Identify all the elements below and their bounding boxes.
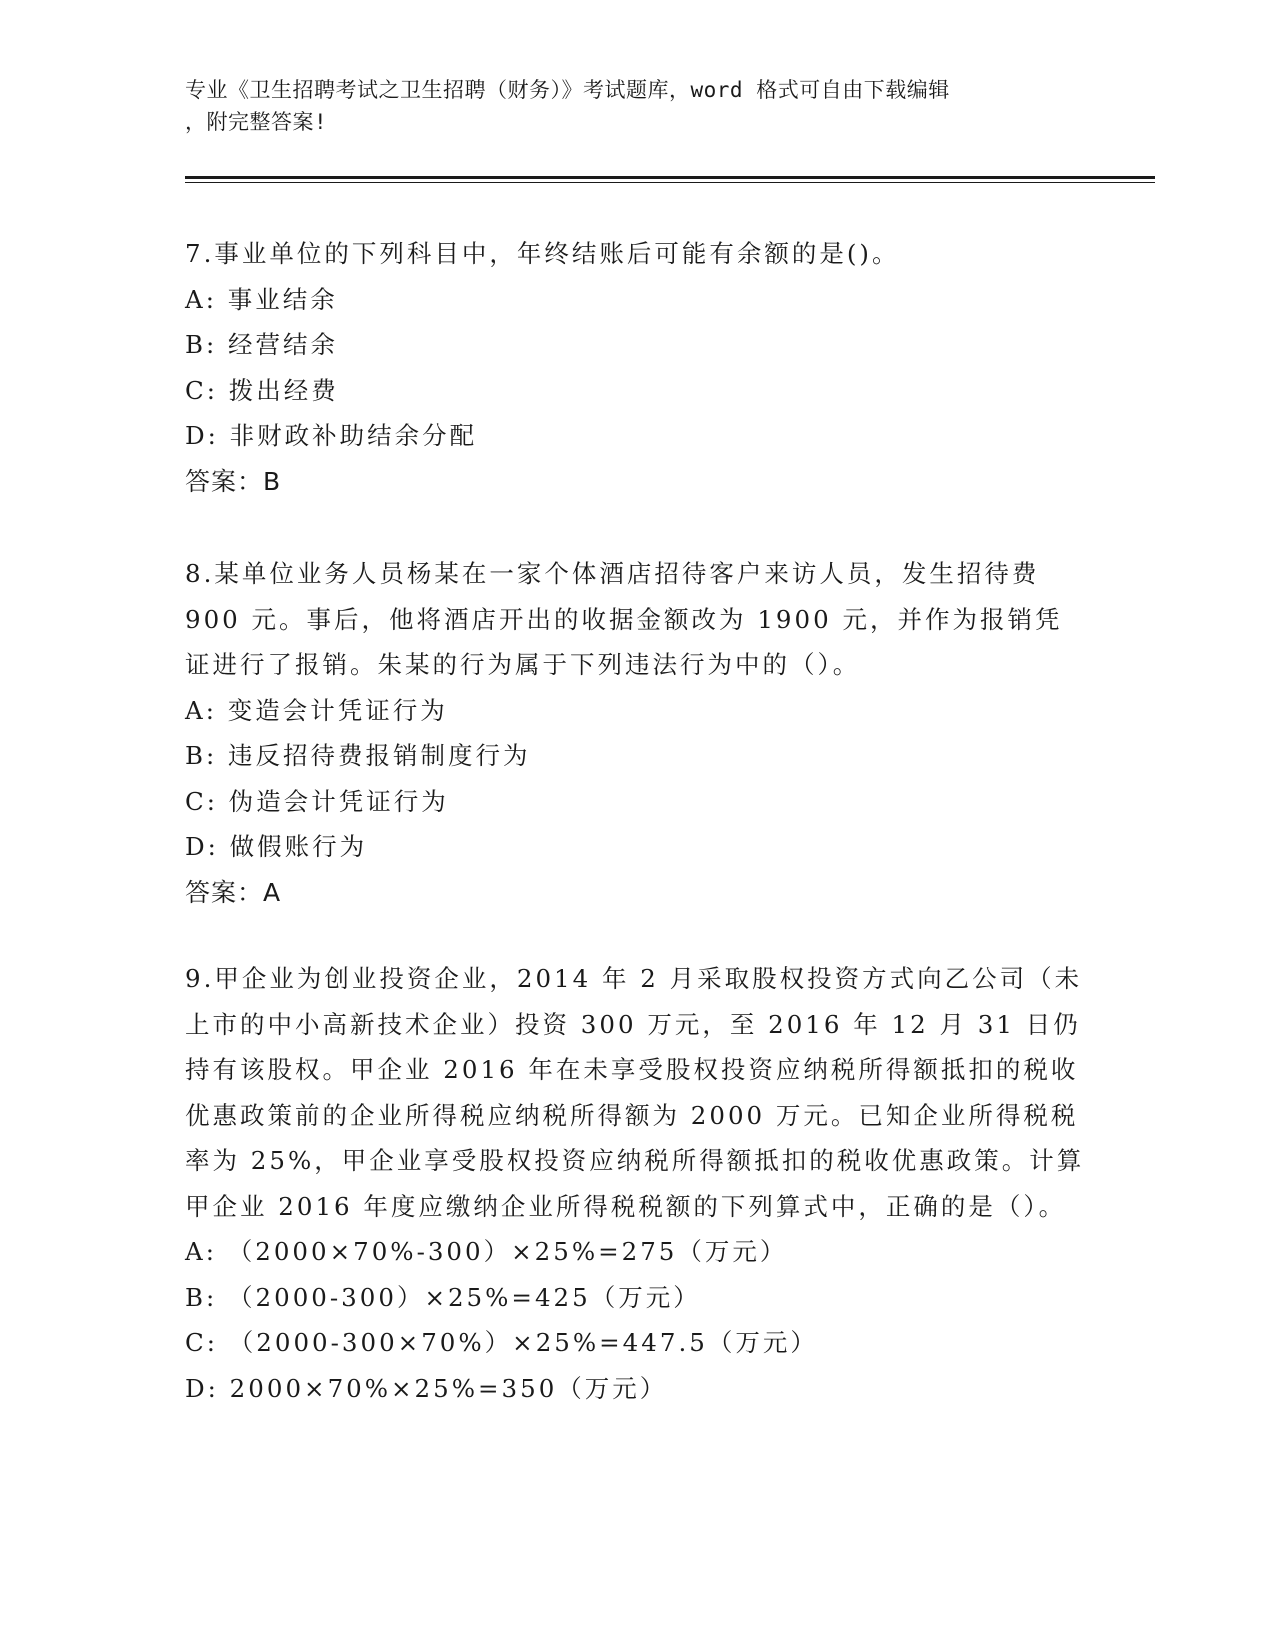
option-b: B: 经营结余: [185, 330, 339, 359]
option-d: D: 做假账行为: [185, 832, 368, 861]
question-7: [185, 231, 1085, 504]
question-text: 9.甲企业为创业投资企业，2014 年 2 月采取股权投资方式向乙公司（未上市的中小高新技术企业）投资 300 万元，至 2016 年 12 月 31 日仍持有该股权。甲企业 2016 年在未享受股权投资应纳税所得额抵扣的税收优惠政策前的企业所得税应纳税所得额为 2000 万元。已知企业所得税税率为 25%，甲企业享受股权投资应纳税所得额抵扣的税收优惠政策。计算甲企业 2016 年度应缴纳企业所得税税额的下列算式中，正确的是（）。: [185, 964, 1085, 1221]
answer: 答案：B: [185, 466, 282, 496]
option-a: A: 事业结余: [185, 284, 338, 314]
question-text: 7.事业单位的下列科目中，年终结账后可能有余额的是()。: [185, 239, 900, 268]
question-9: [185, 956, 1085, 1411]
document-header: [185, 74, 1065, 138]
question-8: [185, 551, 1085, 915]
question-text: 8.某单位业务人员杨某在一家个体酒店招待客户来访人员，发生招待费 900 元。事后，他将酒店开出的收据金额改为 1900 元，并作为报销凭证进行了报销。朱某的行为属于下列违法行为中的（）。: [185, 559, 1063, 679]
option-a: A: 变造会计凭证行为: [185, 695, 448, 725]
option-b: B: （2000-300）×25%=425（万元）: [185, 1282, 701, 1312]
header-divider-thin: [185, 182, 1155, 183]
option-a: A: （2000×70%-300）×25%=275（万元）: [185, 1237, 788, 1266]
option-d: D: 非财政补助结余分配: [185, 421, 478, 450]
answer: 答案：A: [185, 877, 282, 907]
option-b: B: 违反招待费报销制度行为: [185, 741, 531, 770]
header-line-2: ，附完整答案!: [185, 110, 328, 134]
option-d: D: 2000×70%×25%=350（万元）: [185, 1373, 668, 1403]
header-line-1: 专业《卫生招聘考试之卫生招聘（财务）》考试题库，word 格式可自由下载编辑: [185, 78, 950, 102]
option-c: C: （2000-300×70%）×25%=447.5（万元）: [185, 1328, 818, 1357]
option-c: C: 伪造会计凭证行为: [185, 786, 449, 816]
option-c: C: 拨出经费: [185, 375, 339, 405]
header-divider-thick: [185, 176, 1155, 179]
